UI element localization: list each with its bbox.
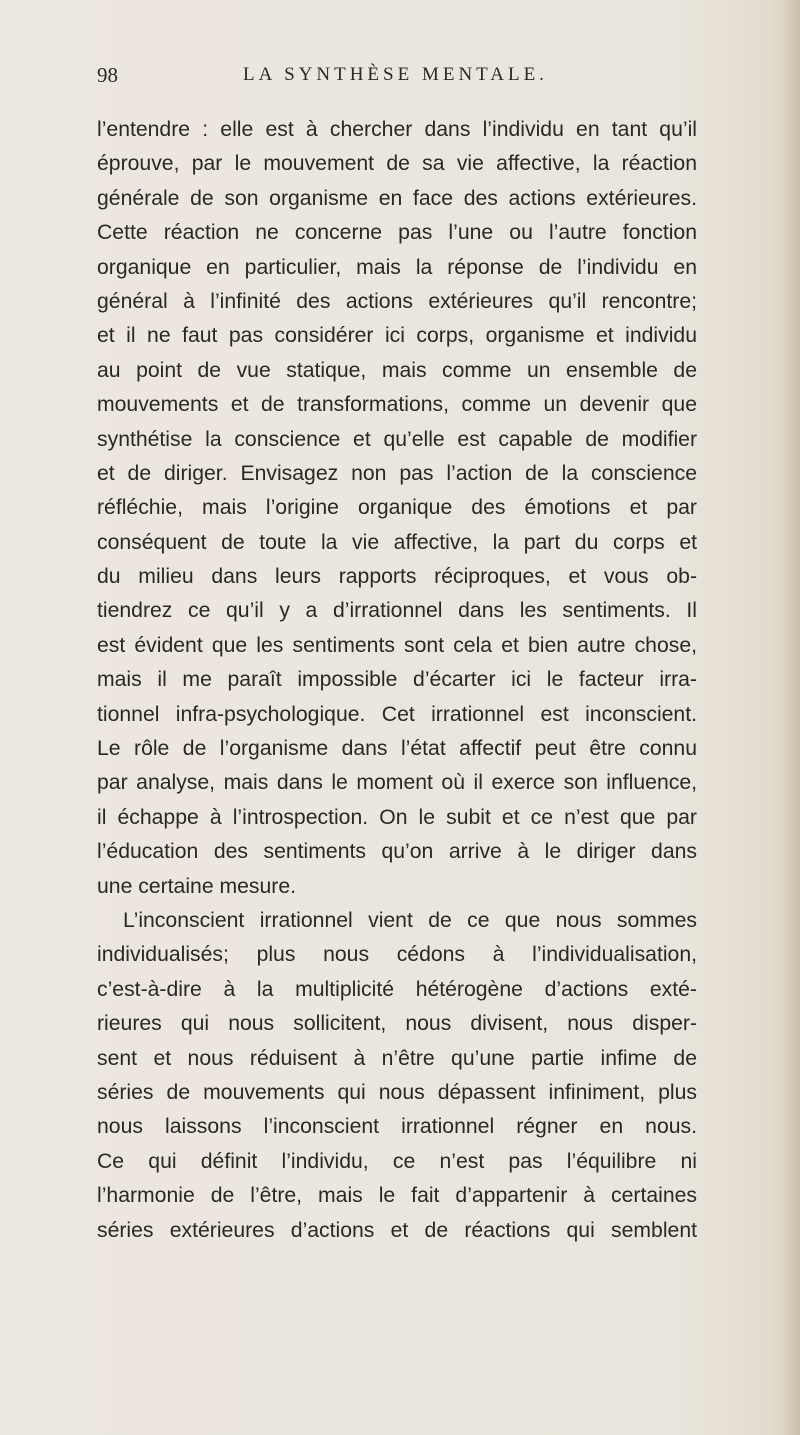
- text-line: l’éducation des sentiments qu’on arrive à le diriger dans: [97, 840, 697, 864]
- text-line: rieures qui nous sollicitent, nous divisent, nous disper-: [97, 1012, 697, 1036]
- text-line: tionnel infra-psychologique. Cet irrationnel est inconscient.: [97, 702, 697, 726]
- page-header: [97, 60, 694, 90]
- text-line: éprouve, par le mouvement de sa vie affective, la réaction: [97, 152, 697, 176]
- text-line: une certaine mesure.: [97, 874, 297, 898]
- text-line: du milieu dans leurs rapports réciproques, et vous ob-: [97, 565, 697, 589]
- text-line: L’inconscient irrationnel vient de ce que nous sommes: [123, 908, 697, 932]
- text-line: synthétise la conscience et qu’elle est capable de modifier: [97, 427, 697, 451]
- page-number: 98: [97, 63, 118, 87]
- text-line: nous laissons l’inconscient irrationnel régner en nous.: [97, 1115, 697, 1139]
- text-line: général à l’infinité des actions extérieures qu’il rencontre;: [97, 289, 697, 313]
- text-line: Le rôle de l’organisme dans l’état affectif peut être connu: [97, 737, 697, 761]
- text-line: et il ne faut pas considérer ici corps, organisme et individu: [97, 324, 697, 348]
- text-line: est évident que les sentiments sont cela et bien autre chose,: [97, 633, 697, 657]
- text-line: Ce qui définit l’individu, ce n’est pas l’équilibre ni: [97, 1149, 697, 1173]
- text-line: par analyse, mais dans le moment où il exerce son influence,: [97, 771, 697, 795]
- text-line: conséquent de toute la vie affective, la part du corps et: [97, 530, 697, 554]
- text-line: au point de vue statique, mais comme un ensemble de: [97, 358, 697, 382]
- text-line: réfléchie, mais l’origine organique des émotions et par: [97, 496, 697, 520]
- text-line: générale de son organisme en face des actions extérieures.: [97, 186, 697, 210]
- text-line: sent et nous réduisent à n’être qu’une partie infime de: [97, 1046, 697, 1070]
- text-line: individualisés; plus nous cédons à l’individualisation,: [97, 943, 697, 967]
- running-title: LA SYNTHÈSE MENTALE.: [243, 64, 548, 85]
- text-line: organique en particulier, mais la réponse de l’individu en: [97, 255, 697, 279]
- paragraph-1: [97, 113, 697, 904]
- text-line: et de diriger. Envisagez non pas l’action de la conscience: [97, 461, 697, 485]
- text-line: mouvements et de transformations, comme un devenir que: [97, 393, 697, 417]
- text-line: mais il me paraît impossible d’écarter ici le facteur irra-: [97, 668, 697, 692]
- page-edge-shadow: [782, 0, 800, 1435]
- text-line: l’entendre : elle est à chercher dans l’individu en tant qu’il: [97, 118, 697, 141]
- text-line: séries de mouvements qui nous dépassent infiniment, plus: [97, 1080, 697, 1104]
- text-line: c’est-à-dire à la multiplicité hétérogène d’actions exté-: [97, 977, 697, 1001]
- paragraph-2: [97, 904, 697, 1248]
- text-line: séries extérieures d’actions et de réactions qui semblent: [97, 1218, 697, 1242]
- body-text: [97, 113, 697, 1248]
- text-line: Cette réaction ne concerne pas l’une ou l’autre fonction: [97, 221, 697, 245]
- text-line: l’harmonie de l’être, mais le fait d’appartenir à certaines: [97, 1184, 697, 1208]
- text-line: tiendrez ce qu’il y a d’irrationnel dans les sentiments. Il: [97, 599, 697, 623]
- text-line: il échappe à l’introspection. On le subit et ce n’est que par: [97, 805, 697, 829]
